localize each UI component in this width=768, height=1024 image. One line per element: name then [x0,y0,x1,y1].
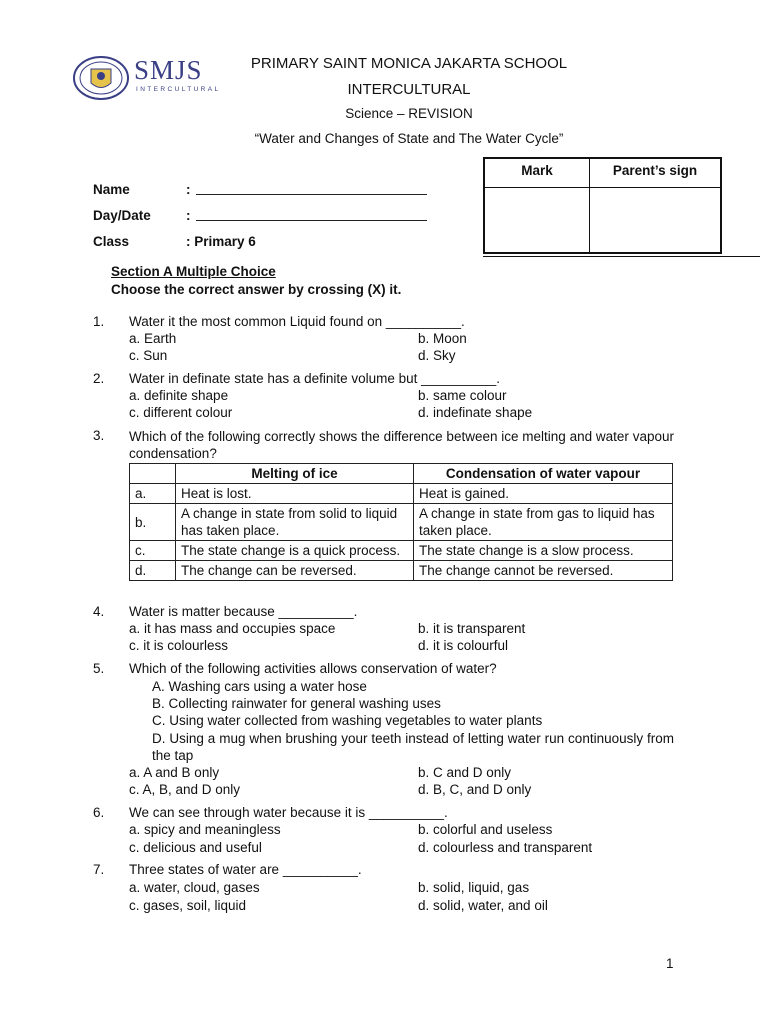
section-instruction: Choose the correct answer by crossing (X) it. [111,282,402,297]
option-b[interactable]: b. solid, liquid, gas [418,880,530,895]
condensation-cell: Heat is gained. [414,484,673,504]
table-row[interactable] [130,561,673,581]
date-label: Day/Date [93,208,151,223]
option-d[interactable]: d. solid, water, and oil [418,898,548,913]
question-number: 5. [93,661,105,676]
activity-item: C. Using water collected from washing vegetables to water plants [152,713,543,728]
date-field[interactable] [196,220,427,221]
subject-title: Science – REVISION [345,106,473,121]
option-c[interactable]: c. different colour [129,405,233,420]
row-letter: b. [130,504,176,541]
option-b[interactable]: b. C and D only [418,765,512,780]
question-text: We can see through water because it is __________. [129,805,448,820]
option-c[interactable]: c. delicious and useful [129,840,262,855]
header-rule [483,256,760,257]
activity-item: A. Washing cars using a water hose [152,679,367,694]
question-number: 4. [93,604,105,619]
melting-cell: The state change is a quick process. [176,541,414,561]
page-number: 1 [666,956,674,971]
activity-item: D. Using a mug when brushing your teeth instead of letting water run continuously from the tap [152,731,674,763]
option-a[interactable]: a. A and B only [129,765,220,780]
option-a[interactable]: a. spicy and meaningless [129,822,281,837]
mark-box [483,157,722,254]
option-d[interactable]: d. colourless and transparent [418,840,593,855]
option-c[interactable]: c. it is colourless [129,638,229,653]
option-b[interactable]: b. Moon [418,331,467,346]
logo-subtitle: INTERCULTURAL [136,86,221,93]
school-name: PRIMARY SAINT MONICA JAKARTA SCHOOL [250,55,568,72]
melting-cell: Heat is lost. [176,484,414,504]
row-letter: a. [130,484,176,504]
option-c[interactable]: c. A, B, and D only [129,782,241,797]
comparison-table [129,463,673,581]
question-text: Which of the following correctly shows the difference between ice melting and water vapour condensation? [129,429,674,461]
class-value: : Primary 6 [186,234,256,249]
option-b[interactable]: b. same colour [418,388,507,403]
name-label: Name [93,182,130,197]
option-d[interactable]: d. B, C, and D only [418,782,532,797]
option-a[interactable]: a. it has mass and occupies space [129,621,336,636]
melting-cell: The change can be reversed. [176,561,414,581]
melting-cell: A change in state from solid to liquid has taken place. [176,504,414,541]
option-d[interactable]: d. Sky [418,348,456,363]
question-number: 6. [93,805,105,820]
parent-sign-header: Parent’s sign [612,163,698,178]
name-field[interactable] [196,194,427,195]
option-a[interactable]: a. Earth [129,331,177,346]
option-a[interactable]: a. water, cloud, gases [129,880,260,895]
option-b[interactable]: b. colorful and useless [418,822,553,837]
option-b[interactable]: b. it is transparent [418,621,526,636]
section-title: Section A Multiple Choice [111,264,276,279]
question-text: Water it the most common Liquid found on __________. [129,314,465,329]
question-number: 3. [93,428,105,443]
date-colon: : [186,208,191,223]
question-number: 1. [93,314,105,329]
name-colon: : [186,182,191,197]
question-text: Water is matter because __________. [129,604,358,619]
question-number: 7. [93,862,105,877]
table-row[interactable] [130,541,673,561]
question-text: Three states of water are __________. [129,862,362,877]
activity-item: B. Collecting rainwater for general washing uses [152,696,441,711]
option-c[interactable]: c. gases, soil, liquid [129,898,247,913]
school-crest-icon [72,55,130,101]
row-letter: c. [130,541,176,561]
school-subname: INTERCULTURAL [347,81,471,98]
topic-title: “Water and Changes of State and The Water Cycle” [254,131,564,146]
table-header-melting: Melting of ice [176,464,414,484]
row-letter: d. [130,561,176,581]
option-d[interactable]: d. it is colourful [418,638,509,653]
table-row[interactable] [130,504,673,541]
option-a[interactable]: a. definite shape [129,388,229,403]
option-c[interactable]: c. Sun [129,348,168,363]
mark-header: Mark [521,163,553,178]
condensation-cell: A change in state from gas to liquid has taken place. [414,504,673,541]
condensation-cell: The change cannot be reversed. [414,561,673,581]
question-text: Which of the following activities allows conservation of water? [129,661,497,676]
class-label: Class [93,234,130,249]
option-d[interactable]: d. indefinate shape [418,405,533,420]
table-header-blank [130,464,176,484]
condensation-cell: The state change is a slow process. [414,541,673,561]
table-row[interactable] [130,484,673,504]
question-text: Water in definate state has a definite volume but __________. [129,371,500,386]
question-number: 2. [93,371,105,386]
logo-wordmark: SMJS [134,55,203,85]
table-header-condensation: Condensation of water vapour [414,464,673,484]
